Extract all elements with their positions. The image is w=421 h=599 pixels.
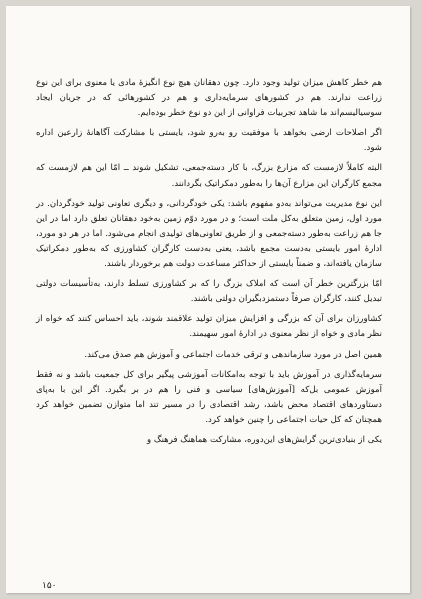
paragraph: این نوع مدیریت می‌تواند به‌دو مفهوم باشد: یکی خودگردانی، و دیگری تعاونی تولید خودگردان. در مورد اول، زمین متعلق به‌کل ملت است؛ و در مورد دوّم زمین به‌خود دهقانان تعلق دارد اما در این جا هم زراعت به‌طور دسته‌جمعی و از طریق تعاونی‌های تولیدی انجام می‌شود. اما در هر دو مورد، ادارهٔ امور بایستی به‌دست مجمع باشد، یعنی به‌دست کارگران کشاورزی که به‌طور دمکراتیک سازمان یافته‌اند، و ضمناً بایستی از حداکثر مساعدت دولت هم برخوردار باشند. <box>36 198 382 270</box>
paragraph: همین اصل در مورد سازماندهی و ترقی خدمات اجتماعی و آموزش هم صدق می‌کند. <box>84 349 382 360</box>
paragraph: یکی از بنیادی‌ترین گرایش‌های این‌دوره، مشارکت هماهنگ فرهنگ و <box>147 434 382 445</box>
paragraph: هم خطر کاهش میزان تولید وجود دارد. چون دهقانان هیچ نوع انگیزهٔ مادی یا معنوی برای این نوع زراعت ندارند. هم در کشورهای سرمایه‌داری و هم در کشورهائی که در جریان ایجاد سوسیالیسم‌اند ما شاهد تجربیات فراوانی از این دو نوع خطر بوده‌ایم. <box>36 78 382 119</box>
paragraph: امّا بزرگترین خطر آن است که املاک بزرگ را که بر کشاورزی تسلط دارند، به‌تأسیسات دولتی تبدیل کنند، کارگران صرفاً دستمزدبگیران دولتی باشند. <box>36 279 382 305</box>
body-text <box>36 76 382 453</box>
paragraph: البته کاملاً لازمست که مزارع بزرگ، با کار دسته‌جمعی، تشکیل شوند ــ امّا این هم لازمست که مجمع کارگران این مزارع آن‌ها را به‌طور دمکراتیک بگردانند. <box>36 163 382 189</box>
book-page <box>6 6 410 593</box>
page-number: ۱۵۰ <box>42 581 57 591</box>
paragraph: اگر اصلاحات ارضی بخواهد با موفقیت رو به‌رو شود، بایستی با مشارکت آگاهانهٔ زارعین اداره شود. <box>36 128 382 154</box>
paragraph: کشاورزان برای آن که بزرگی و افزایش میزان تولید علاقمند شوند، باید احساس کنند که خواه از نظر مادی و خواه از نظر معنوی در ادارهٔ امور سهیمند. <box>36 314 382 340</box>
paragraph: سرمایه‌گذاری در آموزش باید با توجه به‌امکانات آموزشی پیگیر برای کل جمعیت باشد و نه فقط آموزش عمومی بل‌که [آموزش‌های] سیاسی و فنی را هم در بر بگیرد. اگر این با به‌پای دستاوردهای اقتصاد محض باشد، رشد اقتصادی را در مسیر تند اما متوازن تضمین خواهد کرد همچنان که کل حیات اجتماعی را چنین خواهد کرد. <box>36 369 382 425</box>
